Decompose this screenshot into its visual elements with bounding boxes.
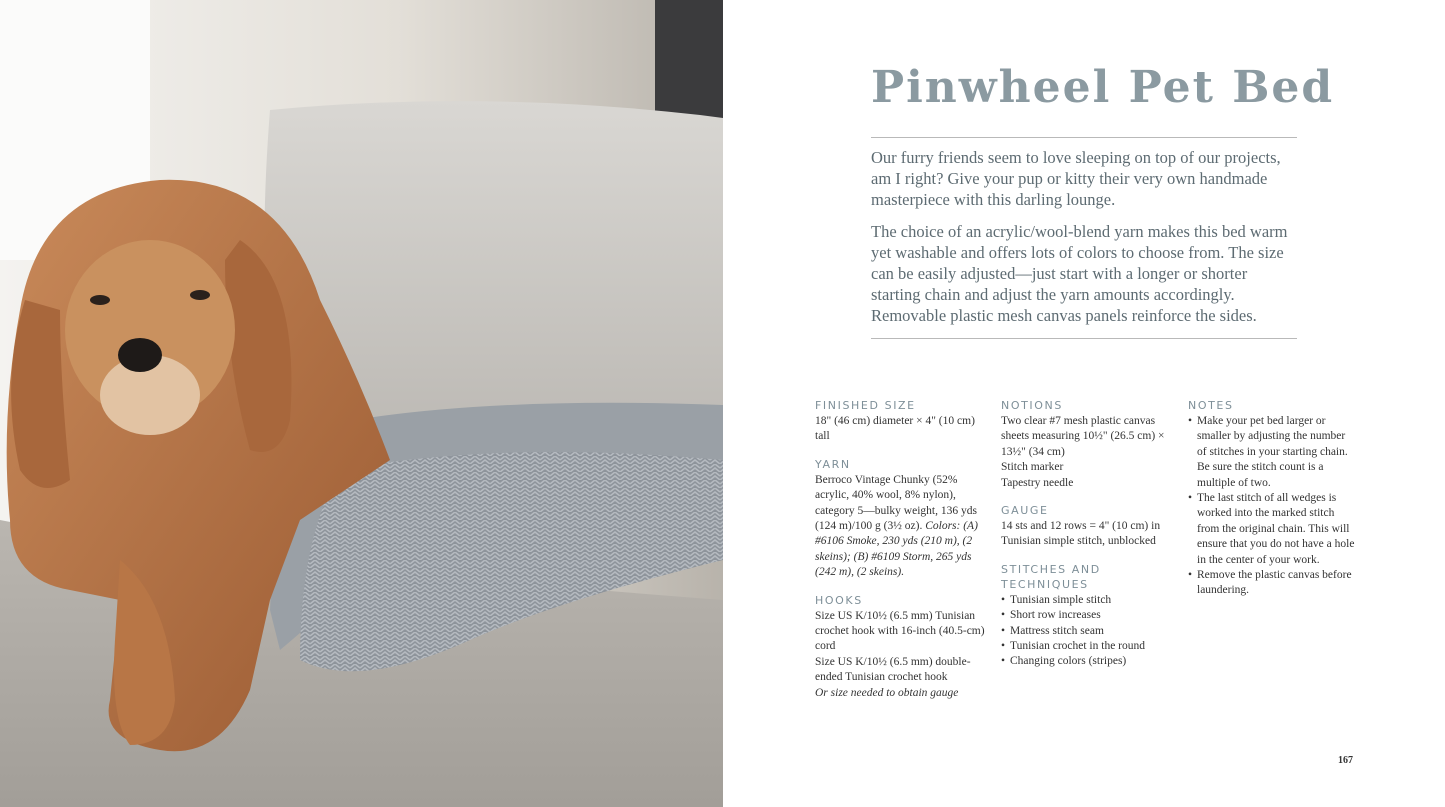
yarn-heading: YARN [815, 457, 851, 471]
yarn-section [815, 457, 987, 581]
gauge-heading: GAUGE [1001, 504, 1049, 518]
page-title: Pinwheel Pet Bed [871, 62, 1335, 113]
list-item: • Mattress stitch seam [1001, 624, 1167, 639]
finished-size-text: 18" (46 cm) diameter × 4" (10 cm) tall [815, 415, 975, 443]
hooks-note: Or size needed to obtain gauge [815, 686, 959, 699]
finished-size-heading: FINISHED SIZE [815, 399, 916, 412]
notions-section [1001, 398, 1167, 491]
notes-column [1188, 398, 1356, 611]
stitches-list [1001, 593, 1167, 670]
stitches-section [1001, 562, 1167, 670]
list-item: • Changing colors (stripes) [1001, 654, 1167, 669]
notion-line: Stitch marker [1001, 461, 1064, 474]
page-number: 167 [1338, 755, 1353, 766]
gauge-section [1001, 503, 1167, 550]
hooks-section [815, 593, 987, 701]
gauge-text: 14 sts and 12 rows = 4" (10 cm) in Tunisian simple stitch, unblocked [1001, 520, 1161, 548]
list-item: • Make your pet bed larger or smaller by adjusting the number of stitches in your starting chain. Be sure the stitch count is a multiple of two. [1188, 414, 1356, 491]
list-item: • Tunisian simple stitch [1001, 593, 1167, 608]
notions-heading: NOTIONS [1001, 399, 1063, 412]
materials-column-2 [1001, 398, 1167, 682]
hooks-heading: HOOKS [815, 593, 863, 607]
intro-paragraph-2: The choice of an acrylic/wool-blend yarn makes this bed warm yet washable and offers lots of colors to choose from. The size can be easily adjusted—just start with a longer or shorter starting chain and adjust the yarn amounts accordingly. Removable plastic mesh canvas panels reinforce the sides. [871, 222, 1288, 325]
notion-line: Tapestry needle [1001, 476, 1074, 489]
notion-line: Two clear #7 mesh plastic canvas sheets measuring 10½" (26.5 cm) × 13½" (34 cm) [1001, 415, 1165, 458]
yarn-description: Berroco Vintage Chunky (52% acrylic, 40% wool, 8% nylon), category 5—bulky weight, 136 yds (124 m)/100 g (3½ oz). [815, 473, 977, 533]
intro-paragraph-1: Our furry friends seem to love sleeping on top of our projects, am I right? Give your pup or kitty their very own handmade masterpiece with this darling lounge. [871, 148, 1281, 209]
yarn-colors: Colors: (A) #6106 Smoke, 230 yds (210 m), (2 skeins); (B) #6109 Storm, 265 yds (242 m), (2 skeins). [815, 520, 978, 579]
list-item: • The last stitch of all wedges is worked into the marked stitch from the original chain. This will ensure that you do not have a hole in the center of your work. [1188, 491, 1356, 568]
list-item: • Remove the plastic canvas before laundering. [1188, 568, 1356, 599]
bottom-divider [871, 338, 1297, 339]
notes-heading: NOTES [1188, 399, 1234, 412]
hook-line: Size US K/10½ (6.5 mm) Tunisian crochet hook with 16-inch (40.5-cm) cord [815, 609, 985, 653]
notes-list [1188, 414, 1356, 599]
yarn-text [815, 473, 987, 581]
notes-section [1188, 398, 1356, 599]
list-item: • Tunisian crochet in the round [1001, 639, 1167, 654]
top-divider [871, 137, 1297, 138]
materials-column-1 [815, 398, 987, 713]
list-item: • Short row increases [1001, 608, 1167, 623]
hook-line: Size US K/10½ (6.5 mm) double-ended Tunisian crochet hook [815, 655, 971, 684]
stitches-heading: STITCHES AND TECHNIQUES [1001, 562, 1101, 591]
finished-size-section [815, 398, 987, 445]
